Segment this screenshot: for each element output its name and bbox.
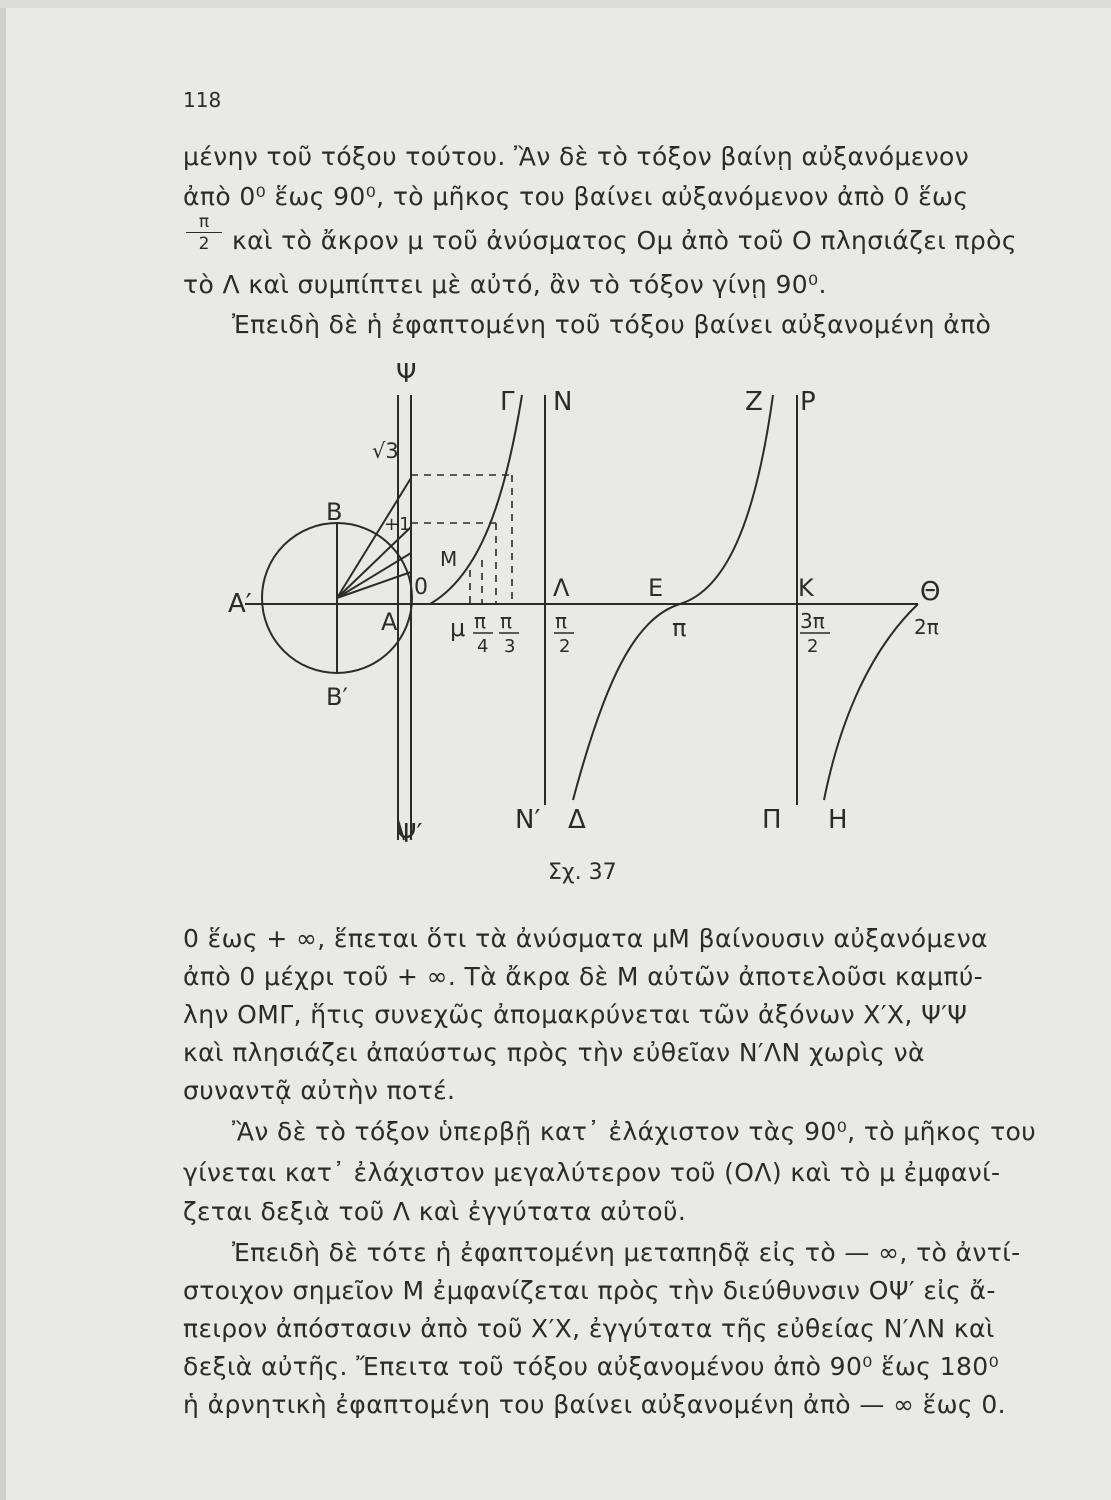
- text-line: συναντᾷ αὐτὴν ποτέ.: [183, 1076, 456, 1105]
- text-line: μένην τοῦ τόξου τούτου. Ἂν δὲ τὸ τόξον βαίνῃ αὐξανόμενον: [183, 142, 970, 171]
- label-a: A: [381, 608, 398, 636]
- text-line: γίνεται κατ᾽ ἐλάχιστον μεγαλύτερον τοῦ (ΟΛ) καὶ τὸ μ ἐμφανί-: [183, 1158, 1001, 1187]
- label-m-upper: M: [440, 547, 458, 571]
- tangent-curve-first: [430, 395, 522, 604]
- label-b: B: [326, 498, 343, 526]
- label-a-prime: A′: [228, 589, 252, 619]
- label-psi-top: Ψ: [396, 359, 417, 389]
- label-pi2-num: π: [555, 609, 568, 633]
- label-gamma: Γ: [500, 387, 515, 417]
- text-line: καὶ τὸ ἄκρον μ τοῦ ἀνύσματος Ομ ἀπὸ τοῦ Ο πλησιάζει πρὸς: [232, 226, 1017, 255]
- text-line: Ἐπειδὴ δὲ ἡ ἐφαπτομένη τοῦ τόξου βαίνει αὐξανομένη ἀπὸ: [232, 310, 992, 339]
- text-line: πειρον ἀπόστασιν ἀπὸ τοῦ Χ′Χ, ἐγγύτατα τῆς εὐθείας Ν′ΛΝ καὶ: [183, 1314, 995, 1343]
- label-mu: μ: [450, 614, 466, 642]
- figure-caption: Σχ. 37: [548, 860, 617, 885]
- label-theta: Θ: [920, 577, 941, 607]
- label-eta: H: [828, 805, 848, 835]
- label-pi2-den: 2: [559, 636, 571, 657]
- label-lambda: Λ: [553, 574, 570, 602]
- text-line: λην ΟΜΓ, ἥτις συνεχῶς ἀπομακρύνεται τῶν ἀξόνων Χ′Χ, Ψ′Ψ: [183, 1000, 968, 1029]
- fraction-numerator: π: [186, 212, 222, 233]
- label-2pi: 2π: [914, 615, 939, 639]
- label-3pi2-den: 2: [807, 636, 819, 657]
- text-line: ἡ ἀρνητικὴ ἐφαπτομένη του βαίνει αὐξανομένη ἀπὸ — ∞ ἕως 0.: [183, 1390, 1006, 1419]
- text-line: ζεται δεξιὰ τοῦ Λ καὶ ἐγγύτατα αὐτοῦ.: [183, 1197, 687, 1226]
- text-line: δεξιὰ αὐτῆς. Ἔπειτα τοῦ τόξου αὐξανομένου ἀπὸ 90⁰ ἕως 180⁰: [183, 1352, 1000, 1381]
- label-pi: π: [672, 614, 687, 642]
- page-number: 118: [183, 88, 222, 112]
- label-3pi2-num: 3π: [800, 609, 825, 633]
- label-n-bottom: N′: [515, 805, 541, 835]
- tangent-curve-third: [824, 604, 918, 800]
- text-line: τὸ Λ καὶ συμπίπτει μὲ αὐτό, ἂν τὸ τόξον γίνῃ 90⁰.: [183, 270, 827, 299]
- text-line: καὶ πλησιάζει ἀπαύστως πρὸς τὴν εὐθεῖαν Ν′ΛΝ χωρὶς νὰ: [183, 1038, 925, 1067]
- text-line: στοιχον σημεῖον Μ ἐμφανίζεται πρὸς τὴν διεύθυνσιν ΟΨ′ εἰς ἄ-: [183, 1276, 996, 1305]
- label-sqrt3: √3: [372, 439, 399, 463]
- label-o: 0: [414, 575, 428, 600]
- label-plus1: +1: [384, 514, 411, 535]
- label-pi-bottom: Π: [762, 805, 782, 835]
- label-z: Z: [745, 387, 763, 417]
- fraction-denominator: 2: [198, 234, 210, 254]
- label-psi-bottom: Ψ′: [396, 819, 423, 849]
- label-e: E: [648, 574, 664, 602]
- label-pi3-num: π: [500, 609, 513, 633]
- label-delta: Δ: [568, 805, 586, 835]
- text-line: Ἂν δὲ τὸ τόξον ὑπερβῇ κατ᾽ ἐλάχιστον τὰς 90⁰, τὸ μῆκος του: [232, 1117, 1037, 1146]
- text-line: Ἐπειδὴ δὲ τότε ἡ ἐφαπτομένη μεταπηδᾷ εἰς τὸ — ∞, τὸ ἀντί-: [232, 1238, 1021, 1267]
- label-k: K: [798, 574, 814, 602]
- label-n-top: N: [553, 387, 573, 417]
- label-pi4-num: π: [474, 609, 487, 633]
- text-line: 0 ἕως + ∞, ἕπεται ὅτι τὰ ἀνύσματα μΜ βαίνουσιν αὐξανόμενα: [183, 924, 988, 953]
- label-b-prime: B′: [326, 683, 348, 711]
- label-pi3-den: 3: [504, 636, 516, 657]
- label-pi4-den: 4: [477, 636, 489, 657]
- text-line: ἀπὸ 0⁰ ἕως 90⁰, τὸ μῆκος του βαίνει αὐξανόμενον ἀπὸ 0 ἕως: [183, 182, 969, 211]
- label-p: P: [800, 387, 816, 417]
- tangent-curve-second: [573, 395, 773, 800]
- text-line: ἀπὸ 0 μέχρι τοῦ + ∞. Τὰ ἄκρα δὲ Μ αὐτῶν ἀποτελοῦσι καμπύ-: [183, 962, 984, 991]
